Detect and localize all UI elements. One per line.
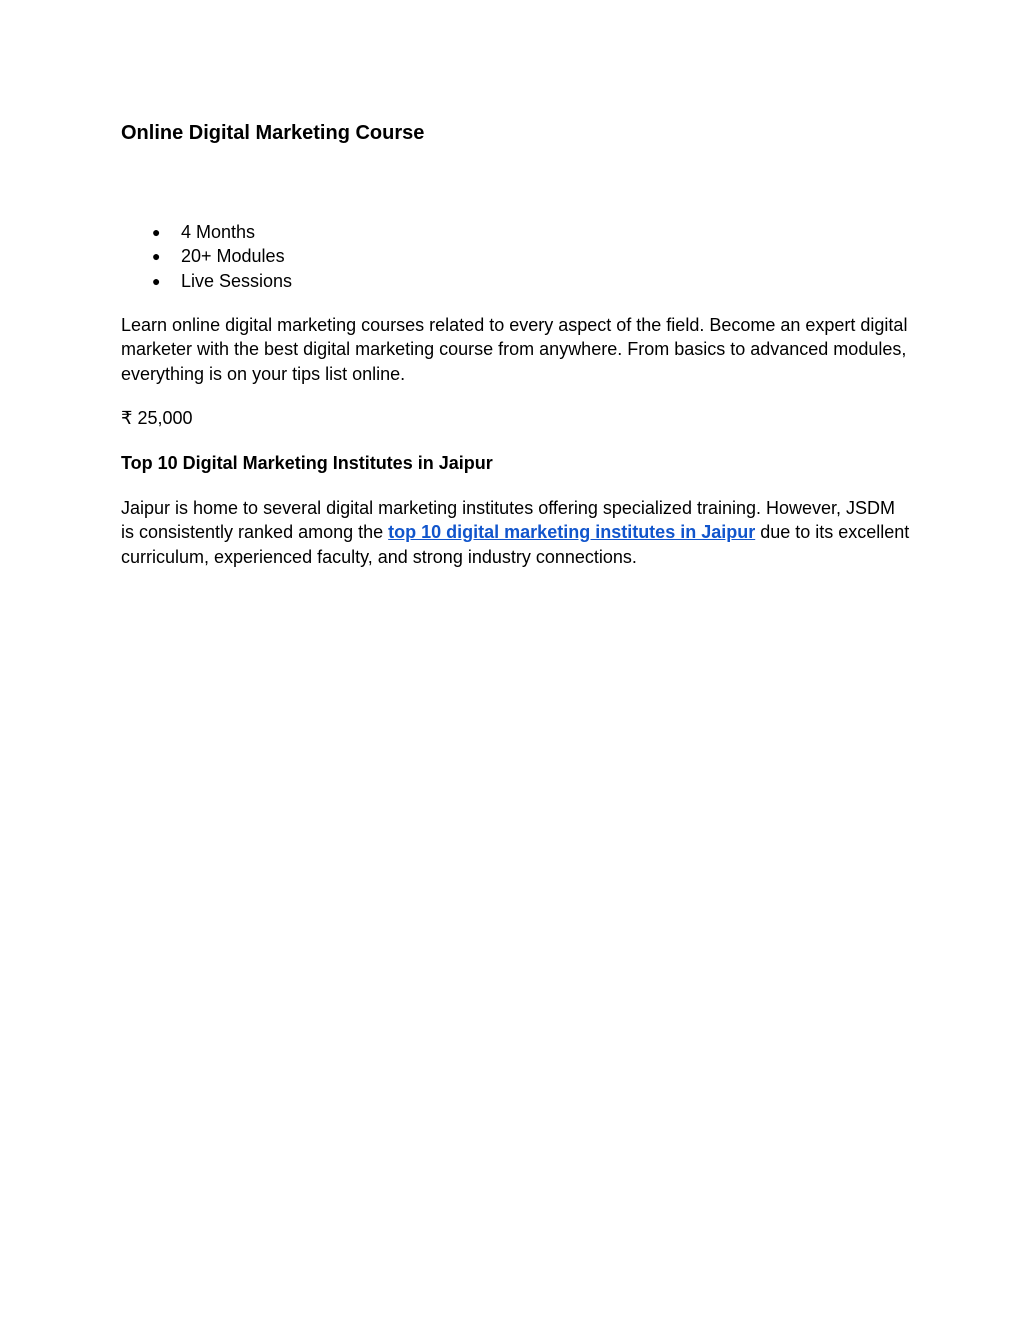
bullet-icon: ● (152, 248, 161, 265)
page-title: Online Digital Marketing Course (121, 122, 425, 144)
feature-label: 4 Months (181, 222, 256, 242)
feature-label: Live Sessions (181, 270, 293, 291)
bullet-icon: ● (152, 272, 161, 289)
jaipur-text-before: Jaipur is home to several digital marketing institutes offering specialized training. However, JSDM is consistently ranked among the (121, 498, 896, 543)
jaipur-text-after: due to its excellent curriculum, experienced faculty, and strong industry connections. (121, 522, 910, 567)
feature-list (121, 220, 292, 293)
section-heading: Top 10 Digital Marketing Institutes in Jaipur (121, 453, 493, 473)
course-price: ₹ 25,000 (121, 408, 193, 428)
jaipur-paragraph (121, 496, 911, 569)
bullet-icon: ● (152, 224, 161, 240)
intro-paragraph: Learn online digital marketing courses related to every aspect of the field. Become an expert digital marketer with the best digital marketing course from anywhere. From basics to advanced modules, everything is on your tips list online. (121, 315, 908, 384)
institutes-link[interactable]: top 10 digital marketing institutes in Jaipur (388, 522, 756, 543)
list-item (121, 220, 292, 244)
feature-label: 20+ Modules (181, 246, 285, 267)
list-item (121, 244, 292, 268)
list-item (121, 269, 292, 293)
